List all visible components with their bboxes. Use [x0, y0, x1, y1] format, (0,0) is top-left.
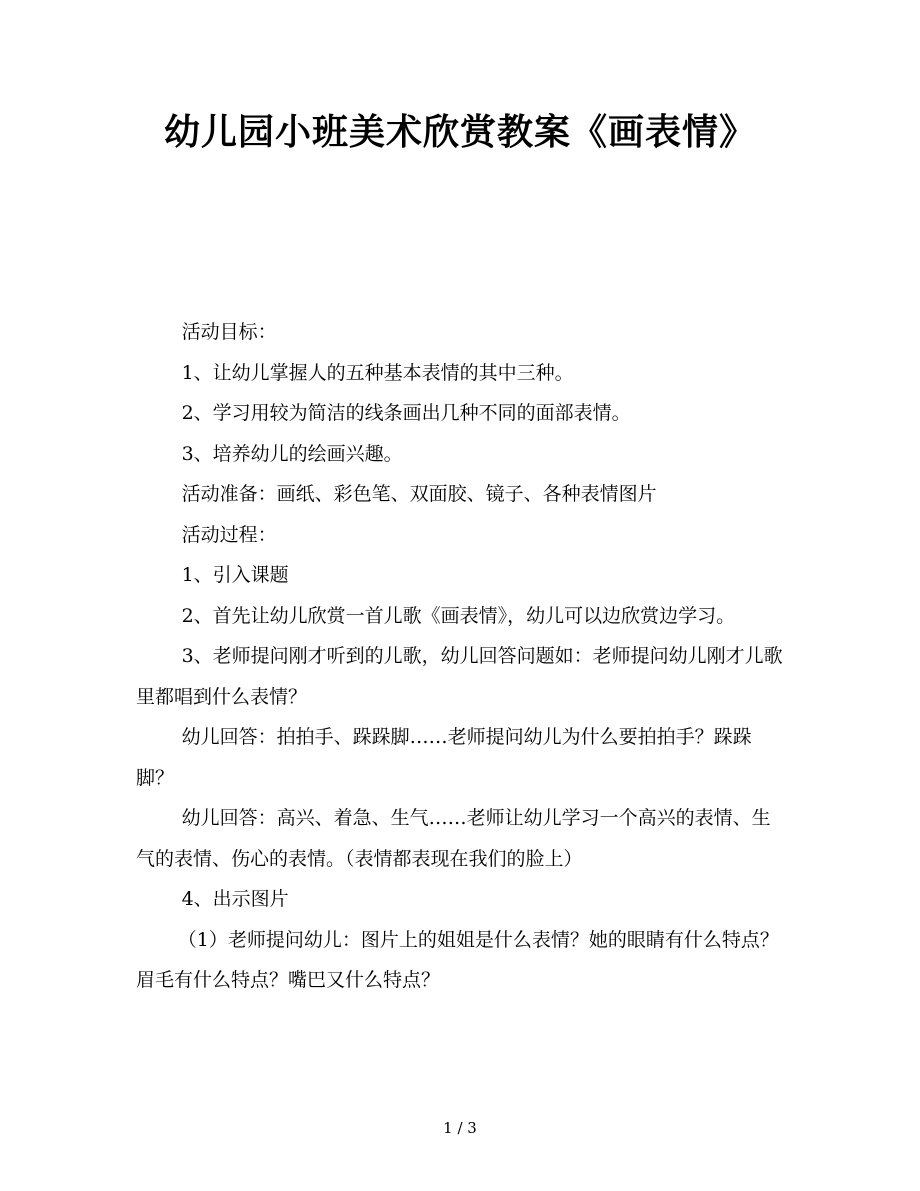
- paragraph-goal-1: 1、让幼儿掌握人的五种基本表情的其中三种。: [181, 361, 574, 384]
- document-body: [136, 312, 786, 1001]
- paragraph-step-1: 1、引入课题: [181, 564, 289, 586]
- paragraph-goal-2: 2、学习用较为简洁的线条画出几种不同的面部表情。: [181, 402, 631, 424]
- page-number: 1 / 3: [443, 1119, 477, 1137]
- paragraph-step-2: 2、首先让幼儿欣赏一首儿歌《画表情》，幼儿可以边欣赏边学习。: [181, 604, 736, 627]
- paragraph-activity-goals: 活动目标：: [181, 321, 277, 343]
- paragraph-step-3: 3、老师提问刚才听到的儿歌，幼儿回答问题如：老师提问幼儿刚才儿歌里都唱到什么表情？: [136, 645, 783, 708]
- paragraph-child-answer-2: 幼儿回答：高兴、着急、生气……老师让幼儿学习一个高兴的表情、生气的表情、伤心的表情。（表情都表现在我们的脸上）: [136, 807, 771, 870]
- paragraph-goal-3: 3、培养幼儿的绘画兴趣。: [181, 442, 403, 465]
- document-title: 幼儿园小班美术欣赏教案《画表情》: [163, 112, 756, 153]
- paragraph-preparation: 活动准备：画纸、彩色笔、双面胶、镜子、各种表情图片: [181, 483, 657, 505]
- paragraph-step-4-1: （1）老师提问幼儿：图片上的姐姐是什么表情？她的眼睛有什么特点？眉毛有什么特点？嘴巴又什么特点？: [136, 928, 779, 991]
- paragraph-child-answer-1: 幼儿回答：拍拍手、跺跺脚……老师提问幼儿为什么要拍拍手？跺跺脚？: [136, 726, 752, 789]
- paragraph-process-heading: 活动过程：: [181, 523, 277, 546]
- paragraph-step-4: 4、出示图片: [181, 888, 289, 910]
